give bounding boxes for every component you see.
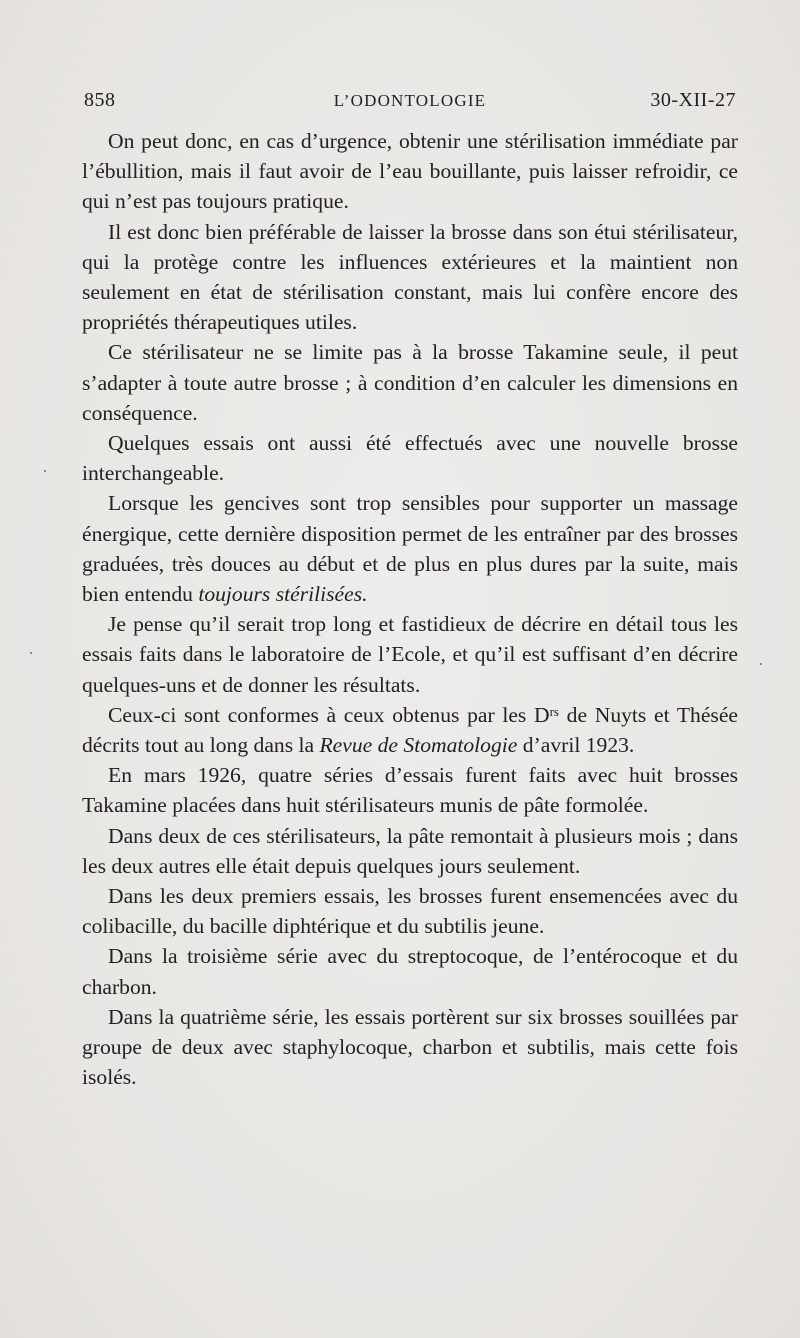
page-number: 858 — [84, 89, 116, 111]
paragraph-6: Je pense qu’il serait trop long et fastidieux de décrire en détail tous les essais faits dans le laboratoire de l’Ecole, et qu’il est suffisant d’en décrire quelques-uns et de donner les résultats. — [82, 612, 738, 697]
paragraph-9: Dans deux de ces stérilisateurs, la pâte remontait à plusieurs mois ; dans les deux autres elle était depuis quelques jours seulement. — [82, 823, 738, 878]
body-text — [82, 126, 738, 1093]
paper-speck — [30, 652, 32, 654]
paragraph-5 — [82, 488, 738, 609]
paragraph-7-end: d’avril 1923. — [517, 733, 635, 758]
paragraph-7-before: Ceux-ci sont conformes à ceux obtenus par les D — [108, 702, 550, 727]
paragraph-5-text: Lorsque les gencives sont trop sensibles pour supporter un massage énergique, cette dernière disposition permet de les entraîner par des brosses graduées, très douces au début et de plus en plus dures par la suite, mais bien entendu — [82, 491, 738, 607]
paragraph-1: On peut donc, en cas d’urgence, obtenir une stérilisation immédiate par l’ébullition, mais il faut avoir de l’eau bouillante, puis laisser refroidir, ce qui n’est pas toujours pratique. — [82, 129, 738, 214]
paragraph-7-after: de Nuyts et Thésée décrits tout au long dans la — [82, 702, 739, 758]
paragraph-8: En mars 1926, quatre séries d’essais furent faits avec huit brosses Takamine placées dans huit stérilisateurs munis de pâte formolée. — [82, 763, 738, 818]
paragraph-12: Dans la quatrième série, les essais portèrent sur six brosses souillées par groupe de deux avec staphylocoque, charbon et subtilis, mais cette fois isolés. — [82, 1004, 738, 1090]
running-header — [84, 89, 736, 119]
journal-citation: Revue de Stomatologie — [319, 733, 518, 758]
issue-date: 30-XII-27 — [650, 89, 736, 111]
paragraph-7-superscript: rs — [549, 703, 559, 719]
paper-speck — [760, 663, 762, 665]
paragraph-4: Quelques essais ont aussi été effectués avec une nouvelle brosse interchangeable. — [82, 431, 738, 486]
paragraph-3: Ce stérilisateur ne se limite pas à la brosse Takamine seule, il peut s’adapter à toute autre brosse ; à condition d’en calculer les dimensions en conséquence. — [82, 340, 738, 425]
paragraph-2: Il est donc bien préférable de laisser la brosse dans son étui stérilisateur, qui la protège contre les influences extérieures et la maintient non seulement en état de stérilisation constant, mais lui confère encore des propriétés thérapeutiques utiles. — [82, 219, 738, 335]
paragraph-10: Dans les deux premiers essais, les brosses furent ensemencées avec du colibacille, du bacille diphtérique et du subtilis jeune. — [82, 884, 738, 939]
paragraph-11: Dans la troisième série avec du streptocoque, de l’entérocoque et du charbon. — [82, 944, 738, 999]
journal-title: L’ODONTOLOGIE — [333, 91, 487, 110]
paragraph-5-italic: toujours stérilisées. — [198, 582, 368, 607]
paragraph-7 — [82, 700, 738, 760]
paper-speck — [44, 470, 46, 472]
